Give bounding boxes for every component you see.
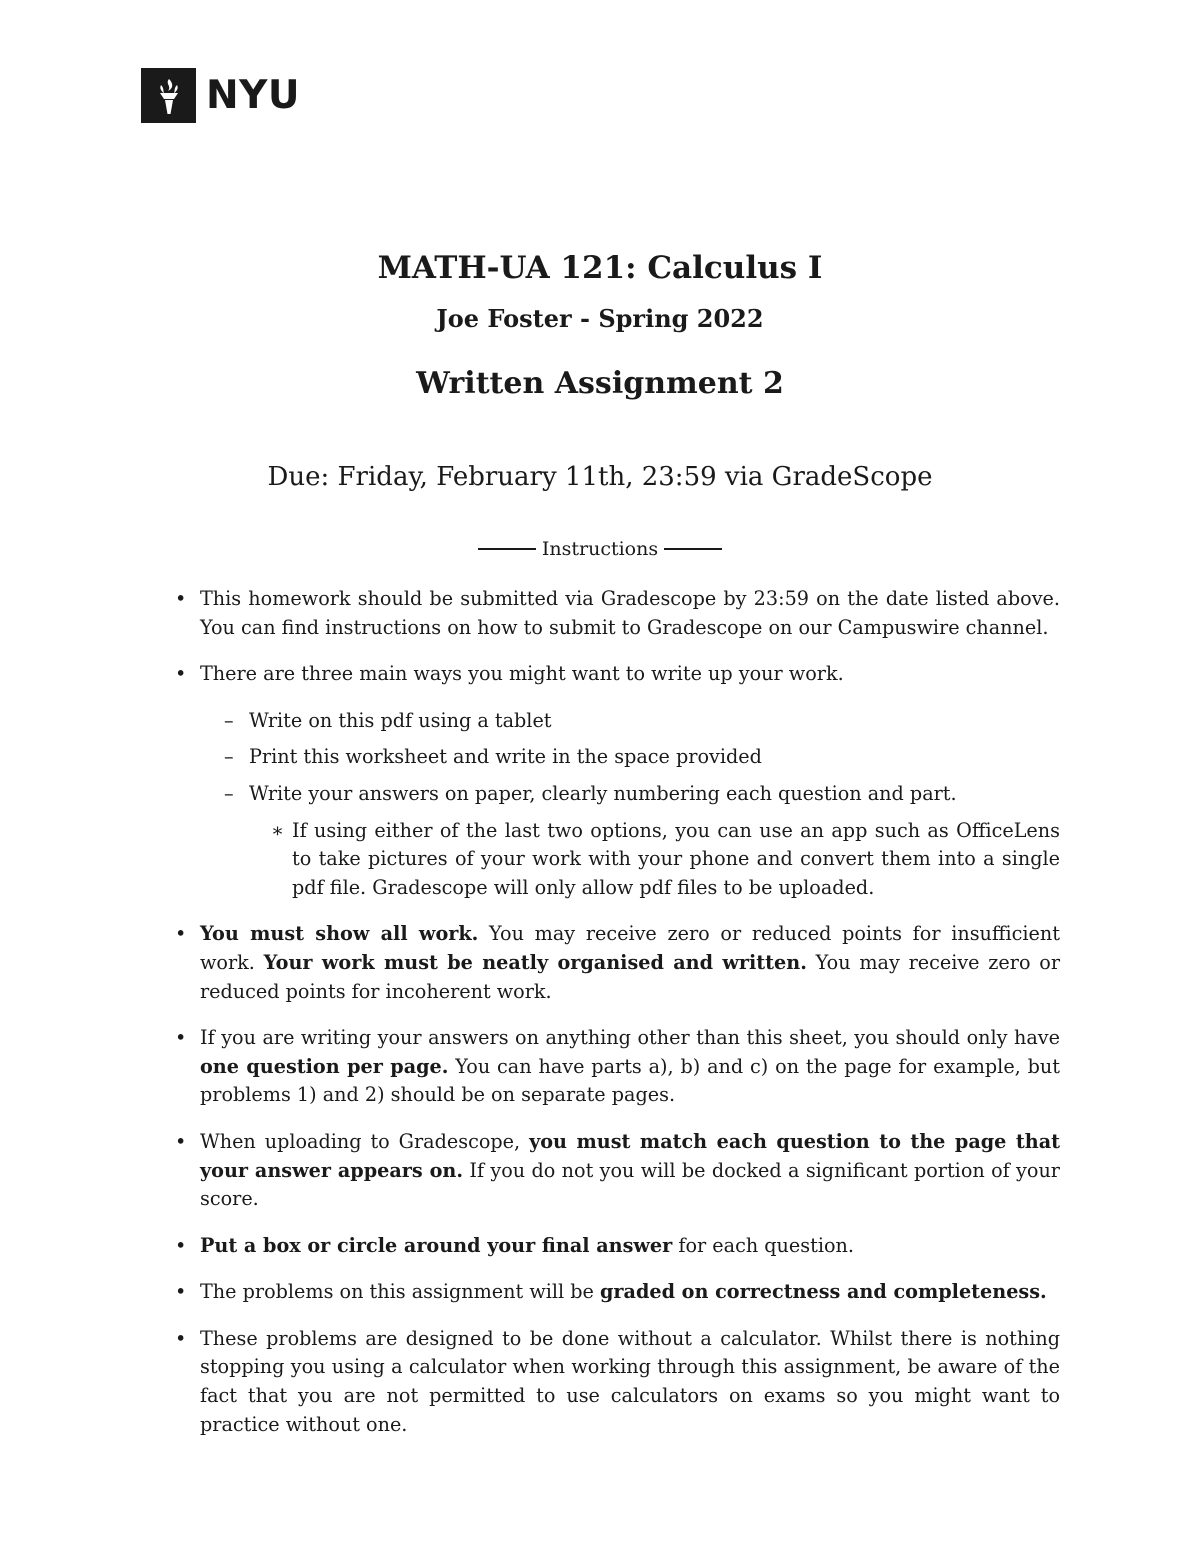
due-date: Due: Friday, February 11th, 23:59 via GradeScope bbox=[267, 462, 933, 492]
author-term: Joe Foster - Spring 2022 bbox=[436, 304, 764, 333]
sub-list-item: – Write on this pdf using a tablet bbox=[200, 707, 1060, 736]
instructions-heading-text: Instructions bbox=[541, 538, 659, 560]
list-item: • These problems are designed to be done without a calculator. Whilst there is nothing stopping you using a calculator when working through this assignment, be aware of the fact that you are not permitted to use calculators on exams so you might want to practice without one. bbox=[175, 1325, 1060, 1439]
torch-icon bbox=[141, 68, 196, 123]
logo-text: NYU bbox=[206, 73, 301, 118]
list-item: • There are three main ways you might want to write up your work. – Write on this pdf using a tablet – Print this worksheet and write in the space provided – Write your answers on paper, clearly numbering each question and part. ∗ If using either of the last two options, you can use an app such as OfficeLens to take pictures of your work with your phone and convert them into a single pdf file. Gradescope will only allow pdf files to be uploaded. bbox=[175, 660, 1060, 902]
assignment-title: Written Assignment 2 bbox=[416, 366, 784, 401]
instructions-heading bbox=[0, 538, 1200, 560]
list-item: • This homework should be submitted via Gradescope by 23:59 on the date listed above. You can find instructions on how to submit to Gradescope on our Campuswire channel. bbox=[175, 585, 1060, 642]
list-item: • When uploading to Gradescope, you must match each question to the page that your answer appears on. If you do not you will be docked a significant portion of your score. bbox=[175, 1128, 1060, 1214]
sub-list-item: – Print this worksheet and write in the space provided bbox=[200, 743, 1060, 772]
sub-list-item: – Write your answers on paper, clearly numbering each question and part. ∗ If using either of the last two options, you can use an app such as OfficeLens to take pictures of your work with your phone and convert them into a single pdf file. Gradescope will only allow pdf files to be uploaded. bbox=[200, 780, 1060, 902]
list-item: • The problems on this assignment will be graded on correctness and completeness. bbox=[175, 1278, 1060, 1307]
nyu-logo bbox=[141, 68, 300, 123]
heading-rule-left bbox=[478, 548, 536, 550]
instructions-list bbox=[175, 585, 1060, 1457]
heading-rule-right bbox=[664, 548, 722, 550]
sub-sub-list-item: ∗ If using either of the last two options, you can use an app such as OfficeLens to take pictures of your work with your phone and convert them into a single pdf file. Gradescope will only allow pdf files to be uploaded. bbox=[249, 817, 1060, 903]
course-title: MATH-UA 121: Calculus I bbox=[377, 250, 823, 286]
list-item: • You must show all work. You may receive zero or reduced points for insufficient work. Your work must be neatly organised and written. You may receive zero or reduced points for incoherent work. bbox=[175, 920, 1060, 1006]
list-item: • If you are writing your answers on anything other than this sheet, you should only have one question per page. You can have parts a), b) and c) on the page for example, but problems 1) and 2) should be on separate pages. bbox=[175, 1024, 1060, 1110]
list-item: • Put a box or circle around your final answer for each question. bbox=[175, 1232, 1060, 1261]
